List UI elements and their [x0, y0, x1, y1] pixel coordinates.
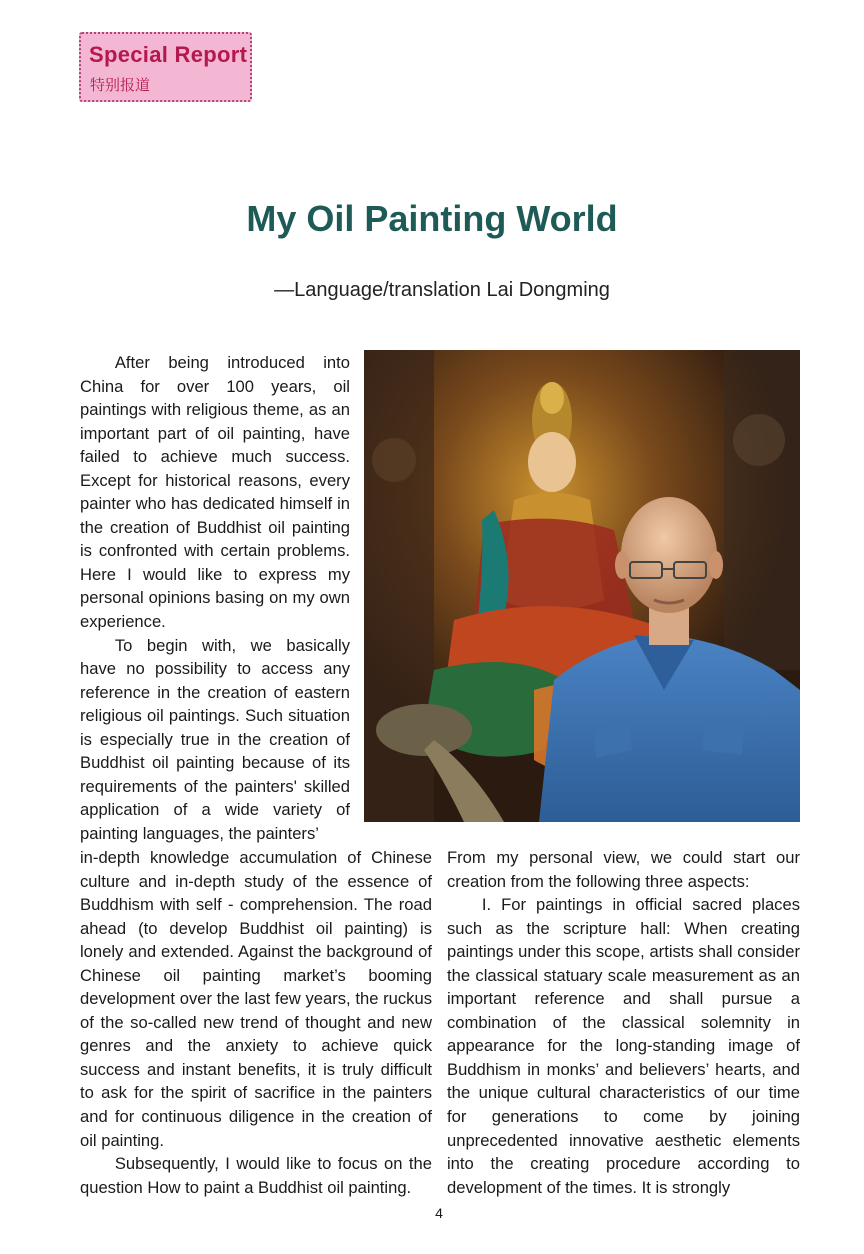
special-report-badge: [79, 32, 252, 102]
page-number: 4: [435, 1205, 443, 1221]
badge-title: Special Report: [89, 42, 248, 67]
column-left-bottom: [80, 846, 432, 1199]
column-right: [447, 846, 800, 1199]
paragraph: To begin with, we basically have no possibility to access any reference in the creation of eastern religious oil paintings. Such situation is especially true in the creation of Buddhist oil painting because of its requirements of the painters' skilled application of a wide variety of painting languages, the painters’: [80, 635, 350, 843]
article-title: My Oil Painting World: [246, 198, 618, 239]
paragraph: I. For paintings in official sacred places such as the scripture hall: When creating paintings under this scope, artists shall consider the classical statuary scale measurement as an important reference and shall pursue a combination of the classical solemnity in appearance for the long-standing image of Buddhism in monks’ and believers’ hearts, and the unique cultural characteristics of our time for generations to come by joining unprecedented innovative aesthetic elements into the creating procedure according to development of the times. It is strongly: [447, 895, 800, 1197]
paragraph: Subsequently, I would like to focus on the question How to paint a Buddhist oil painting.: [80, 1154, 432, 1197]
painting-portrait-photo: [364, 350, 800, 822]
paragraph: After being introduced into China for over 100 years, oil paintings with religious theme, as an important part of oil painting, have failed to achieve much success. Except for historical reasons, every painter who has dedicated himself in the creation of Buddhist oil painting is confronted with certain problems. Here I would like to express my personal opinions basing on my own experience.: [80, 353, 350, 632]
badge-subtitle: 特别报道: [90, 76, 151, 94]
paragraph: From my personal view, we could start our creation from the following three aspects:: [447, 848, 800, 891]
article-byline: —Language/translation Lai Dongming: [274, 279, 610, 301]
paragraph: in-depth knowledge accumulation of Chinese culture and in-depth study of the essence of Buddhism with self - comprehension. The road ahead (to develop Buddhist oil painting) is lonely and extended. Against the background of Chinese oil painting market’s booming development over the last few years, the ruckus of the so-called new trend of thought and new genres and the anxiety to achieve quick success and instant benefits, it is truly difficult to ask for the spirit of sacrifice in the painters and for continuous diligence in the creation of oil painting.: [80, 848, 432, 1150]
column-left-top: [80, 351, 350, 845]
